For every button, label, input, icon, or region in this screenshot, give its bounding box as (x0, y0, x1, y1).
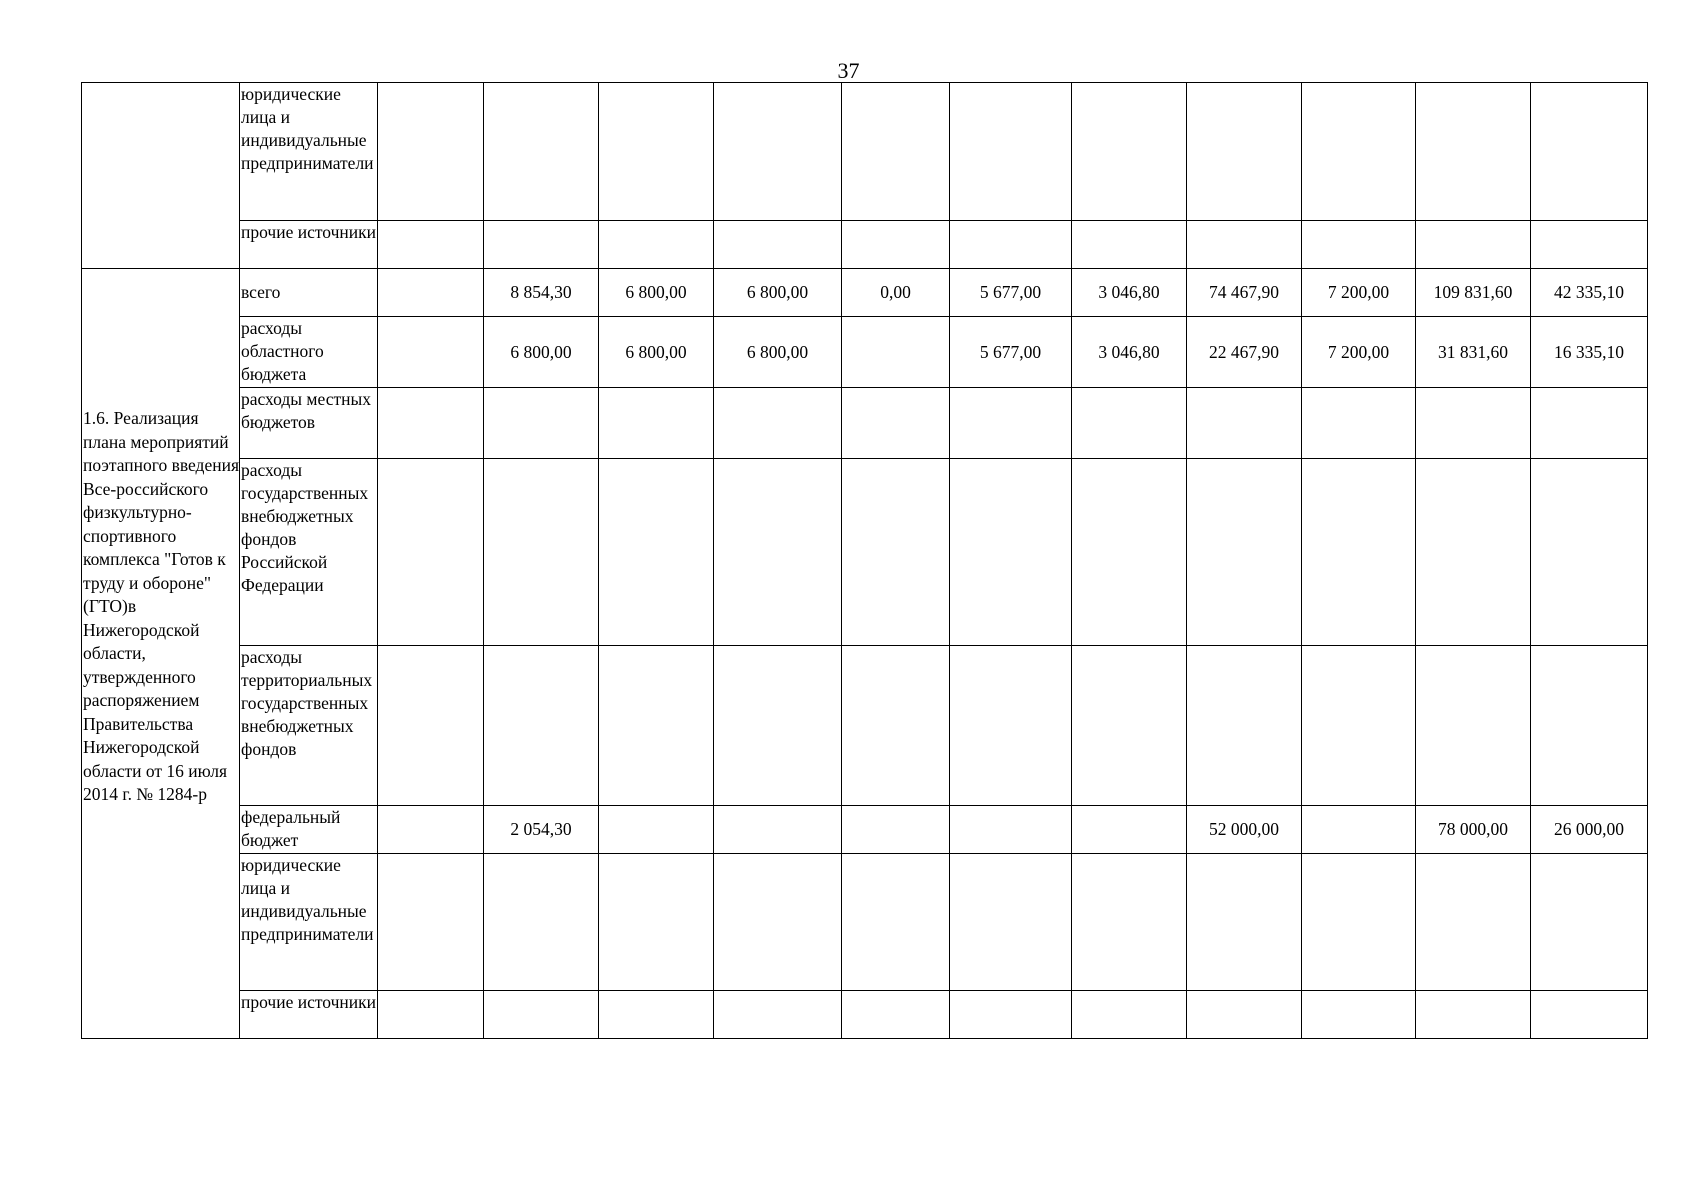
value-cell (1416, 388, 1531, 459)
value-cell: 16 335,10 (1531, 317, 1648, 388)
value-cell (950, 459, 1072, 646)
value-cell (378, 221, 484, 269)
row-label: юридические лица и индивидуальные предприниматели (240, 854, 378, 991)
value-cell (842, 459, 950, 646)
table-row (82, 269, 1648, 317)
value-cell (1302, 854, 1416, 991)
value-cell (1302, 388, 1416, 459)
value-cell (1072, 221, 1187, 269)
value-cell: 22 467,90 (1187, 317, 1302, 388)
value-cell (950, 806, 1072, 854)
table-row (82, 388, 1648, 459)
row-label: юридические лица и индивидуальные предприниматели (240, 83, 378, 221)
value-cell (950, 991, 1072, 1039)
value-cell (378, 806, 484, 854)
value-cell (484, 83, 599, 221)
table-row (82, 317, 1648, 388)
value-cell (1416, 83, 1531, 221)
value-cell (1416, 854, 1531, 991)
row-label: расходы местных бюджетов (240, 388, 378, 459)
value-cell: 7 200,00 (1302, 317, 1416, 388)
value-cell (714, 221, 842, 269)
value-cell: 109 831,60 (1416, 269, 1531, 317)
row-label: федеральный бюджет (240, 806, 378, 854)
value-cell (484, 459, 599, 646)
value-cell (1416, 221, 1531, 269)
value-cell (484, 221, 599, 269)
value-cell (1072, 854, 1187, 991)
value-cell (599, 806, 714, 854)
value-cell (599, 459, 714, 646)
value-cell: 42 335,10 (1531, 269, 1648, 317)
row-label: всего (240, 269, 378, 317)
value-cell (1187, 83, 1302, 221)
value-cell (714, 388, 842, 459)
event-description: 1.6. Реализация плана мероприятий поэтапного введения Все-российского физкультурно-спортивного комплекса "Готов к труду и обороне" (ГТО)в Нижегородской области, утвержденного распоряжением Правительства Нижегородской области от 16 июля 2014 г. № 1284-р (82, 269, 240, 1039)
value-cell (1302, 221, 1416, 269)
table-row (82, 459, 1648, 646)
value-cell (378, 646, 484, 806)
value-cell (1302, 806, 1416, 854)
value-cell: 26 000,00 (1531, 806, 1648, 854)
value-cell: 5 677,00 (950, 269, 1072, 317)
value-cell (599, 221, 714, 269)
value-cell (378, 388, 484, 459)
value-cell (1072, 991, 1187, 1039)
value-cell (599, 83, 714, 221)
value-cell (1531, 854, 1648, 991)
table-row (82, 221, 1648, 269)
value-cell (714, 459, 842, 646)
value-cell (1531, 991, 1648, 1039)
row-label: расходы государственных внебюджетных фондов Российской Федерации (240, 459, 378, 646)
value-cell (842, 854, 950, 991)
value-cell (378, 991, 484, 1039)
value-cell (714, 806, 842, 854)
row-label: прочие источники (240, 221, 378, 269)
value-cell (714, 83, 842, 221)
value-cell (1187, 388, 1302, 459)
value-cell (1531, 459, 1648, 646)
value-cell (1072, 459, 1187, 646)
value-cell (599, 646, 714, 806)
value-cell (1187, 646, 1302, 806)
value-cell (378, 83, 484, 221)
value-cell (950, 83, 1072, 221)
value-cell (714, 646, 842, 806)
value-cell (484, 646, 599, 806)
value-cell (842, 991, 950, 1039)
value-cell: 0,00 (842, 269, 950, 317)
value-cell: 52 000,00 (1187, 806, 1302, 854)
value-cell (842, 83, 950, 221)
value-cell (1187, 854, 1302, 991)
value-cell (1302, 646, 1416, 806)
value-cell (1531, 388, 1648, 459)
budget-table (81, 82, 1648, 1039)
value-cell: 6 800,00 (599, 269, 714, 317)
value-cell (378, 459, 484, 646)
row-label: прочие источники (240, 991, 378, 1039)
value-cell (842, 646, 950, 806)
page-number: 37 (837, 58, 860, 83)
value-cell (599, 854, 714, 991)
value-cell (1072, 83, 1187, 221)
value-cell: 6 800,00 (714, 317, 842, 388)
value-cell (842, 388, 950, 459)
value-cell: 74 467,90 (1187, 269, 1302, 317)
value-cell (1416, 646, 1531, 806)
value-cell (484, 388, 599, 459)
value-cell (1187, 991, 1302, 1039)
value-cell: 6 800,00 (714, 269, 842, 317)
value-cell: 3 046,80 (1072, 317, 1187, 388)
table-row (82, 991, 1648, 1039)
value-cell: 78 000,00 (1416, 806, 1531, 854)
table-row (82, 806, 1648, 854)
value-cell (1302, 991, 1416, 1039)
value-cell (842, 221, 950, 269)
value-cell (714, 991, 842, 1039)
value-cell (378, 854, 484, 991)
value-cell (1302, 459, 1416, 646)
value-cell (842, 317, 950, 388)
value-cell (378, 269, 484, 317)
value-cell (1302, 83, 1416, 221)
value-cell (950, 646, 1072, 806)
value-cell (1187, 221, 1302, 269)
table-row (82, 854, 1648, 991)
value-cell: 31 831,60 (1416, 317, 1531, 388)
value-cell (599, 991, 714, 1039)
row-label: расходы областного бюджета (240, 317, 378, 388)
value-cell (842, 806, 950, 854)
value-cell: 8 854,30 (484, 269, 599, 317)
value-cell: 3 046,80 (1072, 269, 1187, 317)
table-row (82, 83, 1648, 221)
value-cell: 2 054,30 (484, 806, 599, 854)
row-label: расходы территориальных государственных внебюджетных фондов (240, 646, 378, 806)
event-cell-empty (82, 83, 240, 269)
value-cell (1416, 459, 1531, 646)
value-cell (1072, 388, 1187, 459)
value-cell (1531, 221, 1648, 269)
value-cell (1531, 83, 1648, 221)
value-cell (714, 854, 842, 991)
value-cell (950, 388, 1072, 459)
value-cell (950, 854, 1072, 991)
value-cell (599, 388, 714, 459)
value-cell (484, 854, 599, 991)
value-cell (1187, 459, 1302, 646)
value-cell: 6 800,00 (484, 317, 599, 388)
value-cell (484, 991, 599, 1039)
value-cell (1072, 646, 1187, 806)
table-row (82, 646, 1648, 806)
value-cell (1416, 991, 1531, 1039)
value-cell (378, 317, 484, 388)
value-cell (1072, 806, 1187, 854)
value-cell (950, 221, 1072, 269)
table-body (82, 83, 1648, 1039)
value-cell (1531, 646, 1648, 806)
value-cell: 7 200,00 (1302, 269, 1416, 317)
value-cell: 5 677,00 (950, 317, 1072, 388)
value-cell: 6 800,00 (599, 317, 714, 388)
